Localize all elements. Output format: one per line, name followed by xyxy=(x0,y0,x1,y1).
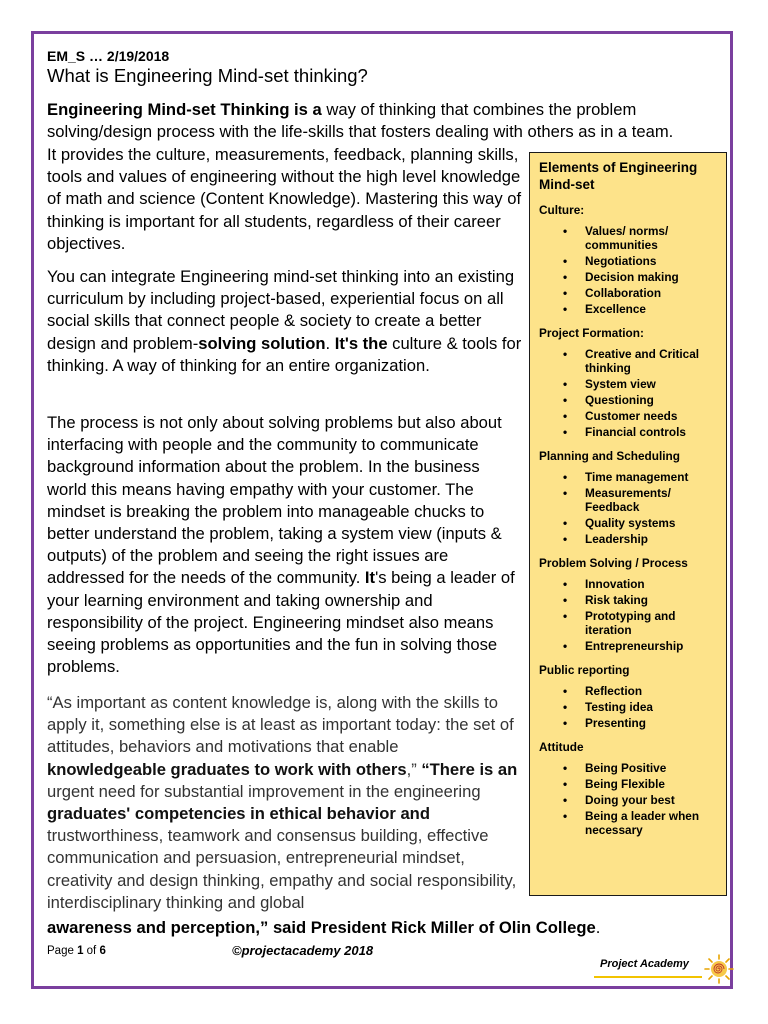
sidebar-list-item: • Prototyping and iteration xyxy=(539,609,718,637)
sidebar-list-item: • Doing your best xyxy=(539,793,718,807)
sidebar-list-item: • Measurements/ Feedback xyxy=(539,486,718,514)
logo-underline xyxy=(594,976,702,978)
page-label: Page xyxy=(47,945,78,957)
paragraph-2-text: . xyxy=(325,333,335,353)
sidebar-list-item: • Reflection xyxy=(539,684,718,698)
page-number xyxy=(47,945,106,957)
paragraph-2-text: culture & tools for thinking. A way of thinking for an entire organization. xyxy=(47,333,522,375)
sidebar-heading: Problem Solving / Process xyxy=(539,556,688,570)
paragraph-3-text: 's being a leader of your learning environment and taking ownership and responsibility of the project. Engineering mindset also means seeing problems as opportunities and the fun in solving those problems. xyxy=(47,568,515,677)
quote-text: “As important as content knowledge is, along with the skills to apply it, something else is at least as important today: the set of attitudes, behaviors and motivations that enable xyxy=(47,693,514,757)
page-total: 6 xyxy=(99,945,106,957)
closing-bold: ” xyxy=(260,918,273,937)
sidebar-heading: Project Formation: xyxy=(539,326,644,340)
sidebar-list xyxy=(539,577,718,653)
paragraph-3-bold: It xyxy=(364,568,376,588)
sidebar-list xyxy=(539,470,718,546)
closing-period: . xyxy=(595,918,601,937)
sidebar-list-item: • Excellence xyxy=(539,302,718,316)
quote-bold: graduates' competencies in ethical behavior and xyxy=(47,804,430,824)
sidebar-list-item: • Being a leader when necessary xyxy=(539,809,718,837)
sidebar-list-item: • Entrepreneurship xyxy=(539,639,718,653)
sidebar-list xyxy=(539,347,718,439)
quote-text: ,” xyxy=(406,759,422,779)
sidebar-list-item: • Innovation xyxy=(539,577,718,591)
intro-paragraph xyxy=(47,99,717,143)
sidebar-list-item: • Questioning xyxy=(539,393,718,407)
sidebar-heading: Culture: xyxy=(539,203,585,217)
closing-line xyxy=(47,918,600,938)
sidebar-list-item: • Time management xyxy=(539,470,718,484)
closing-bold: said President Rick Miller of Olin College xyxy=(272,918,596,937)
sidebar-section-attitude xyxy=(539,740,718,837)
sidebar-list xyxy=(539,684,718,730)
sidebar-list-item: • Leadership xyxy=(539,532,718,546)
sidebar-section-planning xyxy=(539,449,718,546)
quote-text: trustworthiness, teamwork and consensus building, effective communication and persuasion, entrepreneurial mindset, creativity and design thinking, empathy and social responsibility, interdisciplinary thinking and global xyxy=(47,826,517,912)
elements-sidebar xyxy=(529,152,727,896)
document-code: EM_S … 2/19/2018 xyxy=(47,48,170,64)
closing-bold: awareness and perception, xyxy=(47,918,261,937)
quote-paragraph xyxy=(47,692,522,914)
quote-bold: knowledgeable graduates to work with others xyxy=(47,759,407,779)
sidebar-list-item: • Being Flexible xyxy=(539,777,718,791)
intro-bold: Engineering Mind-set Thinking is a xyxy=(47,100,322,119)
sidebar-list-item: • Presenting xyxy=(539,716,718,730)
sidebar-section-project-formation xyxy=(539,326,718,439)
paragraph-2-bold: solving solution xyxy=(198,333,326,353)
sidebar-section-public-reporting xyxy=(539,663,718,730)
sidebar-title: Elements of Engineering Mind-set xyxy=(539,160,698,192)
sidebar-list-item: • System view xyxy=(539,377,718,391)
sidebar-list-item: • Quality systems xyxy=(539,516,718,530)
sidebar-list-item: • Financial controls xyxy=(539,425,718,439)
paragraph-2-bold: It's the xyxy=(334,333,388,353)
paragraph-1: It provides the culture, measurements, feedback, planning skills, tools and values of engineering without the high level knowledge of math and science (Content Knowledge). Mastering this way of thinking is important for all students, regardless of their career objectives. xyxy=(47,145,522,253)
sidebar-list xyxy=(539,224,718,316)
quote-bold: “There is an xyxy=(421,759,518,779)
sidebar-heading: Planning and Scheduling xyxy=(539,449,680,463)
sun-logo-icon xyxy=(704,954,734,984)
sidebar-heading: Attitude xyxy=(539,740,584,754)
sidebar-list xyxy=(539,761,718,837)
sidebar-list-item: • Creative and Critical thinking xyxy=(539,347,718,375)
sidebar-section-culture xyxy=(539,203,718,316)
sidebar-list-item: • Decision making xyxy=(539,270,718,284)
copyright: ©projectacademy 2018 xyxy=(232,943,374,958)
sidebar-list-item: • Customer needs xyxy=(539,409,718,423)
intro-rest: way of thinking that combines the problem solving/design process with the life-skills that fosters dealing with others as in a team. xyxy=(47,100,674,142)
quote-text: urgent need for substantial improvement in the engineering xyxy=(47,781,481,801)
paragraph-3 xyxy=(47,412,522,678)
page-current: 1 xyxy=(77,945,84,957)
sidebar-list-item: • Risk taking xyxy=(539,593,718,607)
page-of: of xyxy=(83,945,100,957)
sidebar-list-item: • Being Positive xyxy=(539,761,718,775)
sidebar-list-item: • Testing idea xyxy=(539,700,718,714)
paragraph-3-text: The process is not only about solving problems but also about interfacing with people and the community to communicate background information about the problem. In the business world this means having empathy with your customer. The mindset is breaking the problem into manageable chucks to better understand the problem, taking a system view (inputs & outputs) of the problem and seeing the right issues are addressed for the needs of the community. xyxy=(47,413,502,588)
sidebar-section-problem-solving xyxy=(539,556,718,653)
page-title: What is Engineering Mind-set thinking? xyxy=(47,65,368,86)
sidebar-list-item: • Collaboration xyxy=(539,286,718,300)
logo-text: Project Academy xyxy=(600,958,689,970)
paragraph-2 xyxy=(47,266,522,377)
sidebar-list-item: • Values/ norms/ communities xyxy=(539,224,718,252)
paragraph-2-text: You can integrate Engineering mind-set thinking into an existing curriculum by including project-based, experiential focus on all social skills that connect people & society to create a better design and problem- xyxy=(47,267,515,353)
sidebar-list-item: • Negotiations xyxy=(539,254,718,268)
sidebar-heading: Public reporting xyxy=(539,663,630,677)
